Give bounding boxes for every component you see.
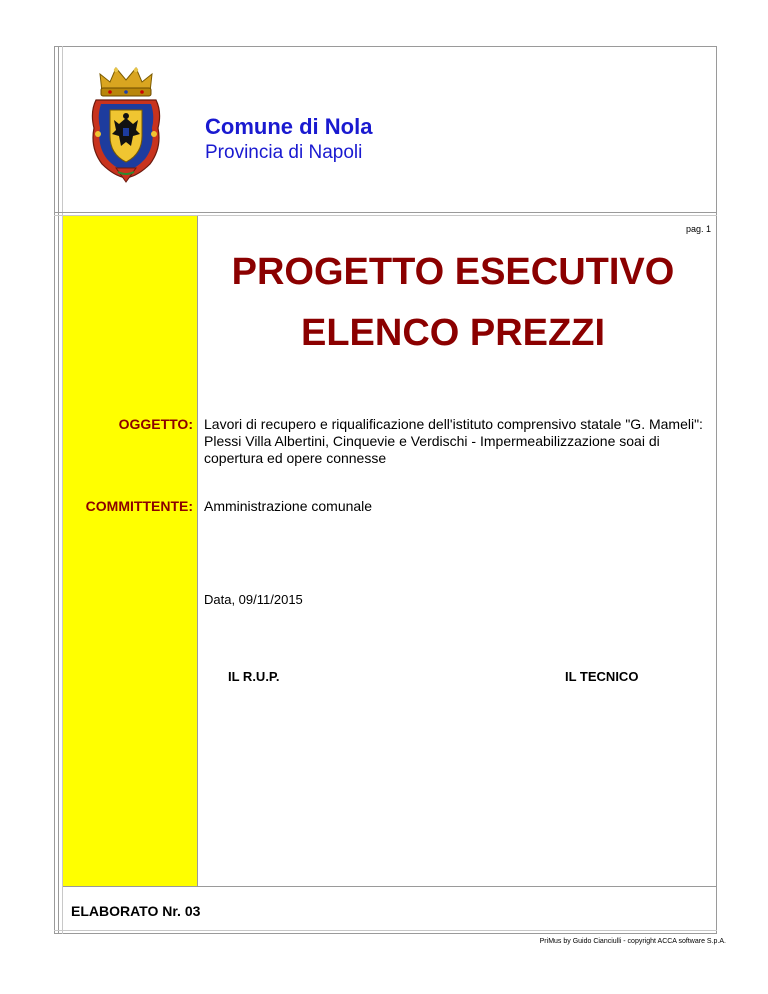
header-divider: [54, 212, 717, 213]
town-name: Comune di Nola: [205, 114, 373, 139]
frame-rule: [54, 930, 717, 931]
oggetto-value: Lavori di recupero e riqualificazione dell'istituto comprensivo statale "G. Mameli": Plessi Villa Albertini, Cinquevie e Verdischi - Impermeabilizzazione soai di copertura ed opere connesse: [204, 416, 703, 466]
elaborato-number: ELABORATO Nr. 03: [71, 903, 201, 919]
tecnico-signature-label: IL TECNICO: [565, 669, 639, 684]
committente-label: COMMITTENTE:: [85, 498, 193, 514]
committente-value: Amministrazione comunale: [204, 498, 373, 514]
document-subtitle: ELENCO PREZZI: [300, 312, 606, 354]
province-name: Provincia di Napoli: [205, 142, 363, 163]
footer-divider: [63, 886, 717, 887]
software-credit: PriMus by Guido Cianciulli - copyright ACCA software S.p.A.: [539, 938, 726, 945]
rup-signature-label: IL R.U.P.: [228, 669, 280, 684]
frame-rule: [58, 46, 59, 934]
oggetto-label: OGGETTO:: [118, 416, 193, 432]
document-date: Data, 09/11/2015: [204, 592, 303, 607]
coat-of-arms-icon: [88, 64, 164, 184]
document-title: PROGETTO ESECUTIVO: [231, 251, 675, 293]
page-number: pag. 1: [685, 224, 711, 234]
yellow-band: [63, 216, 197, 886]
